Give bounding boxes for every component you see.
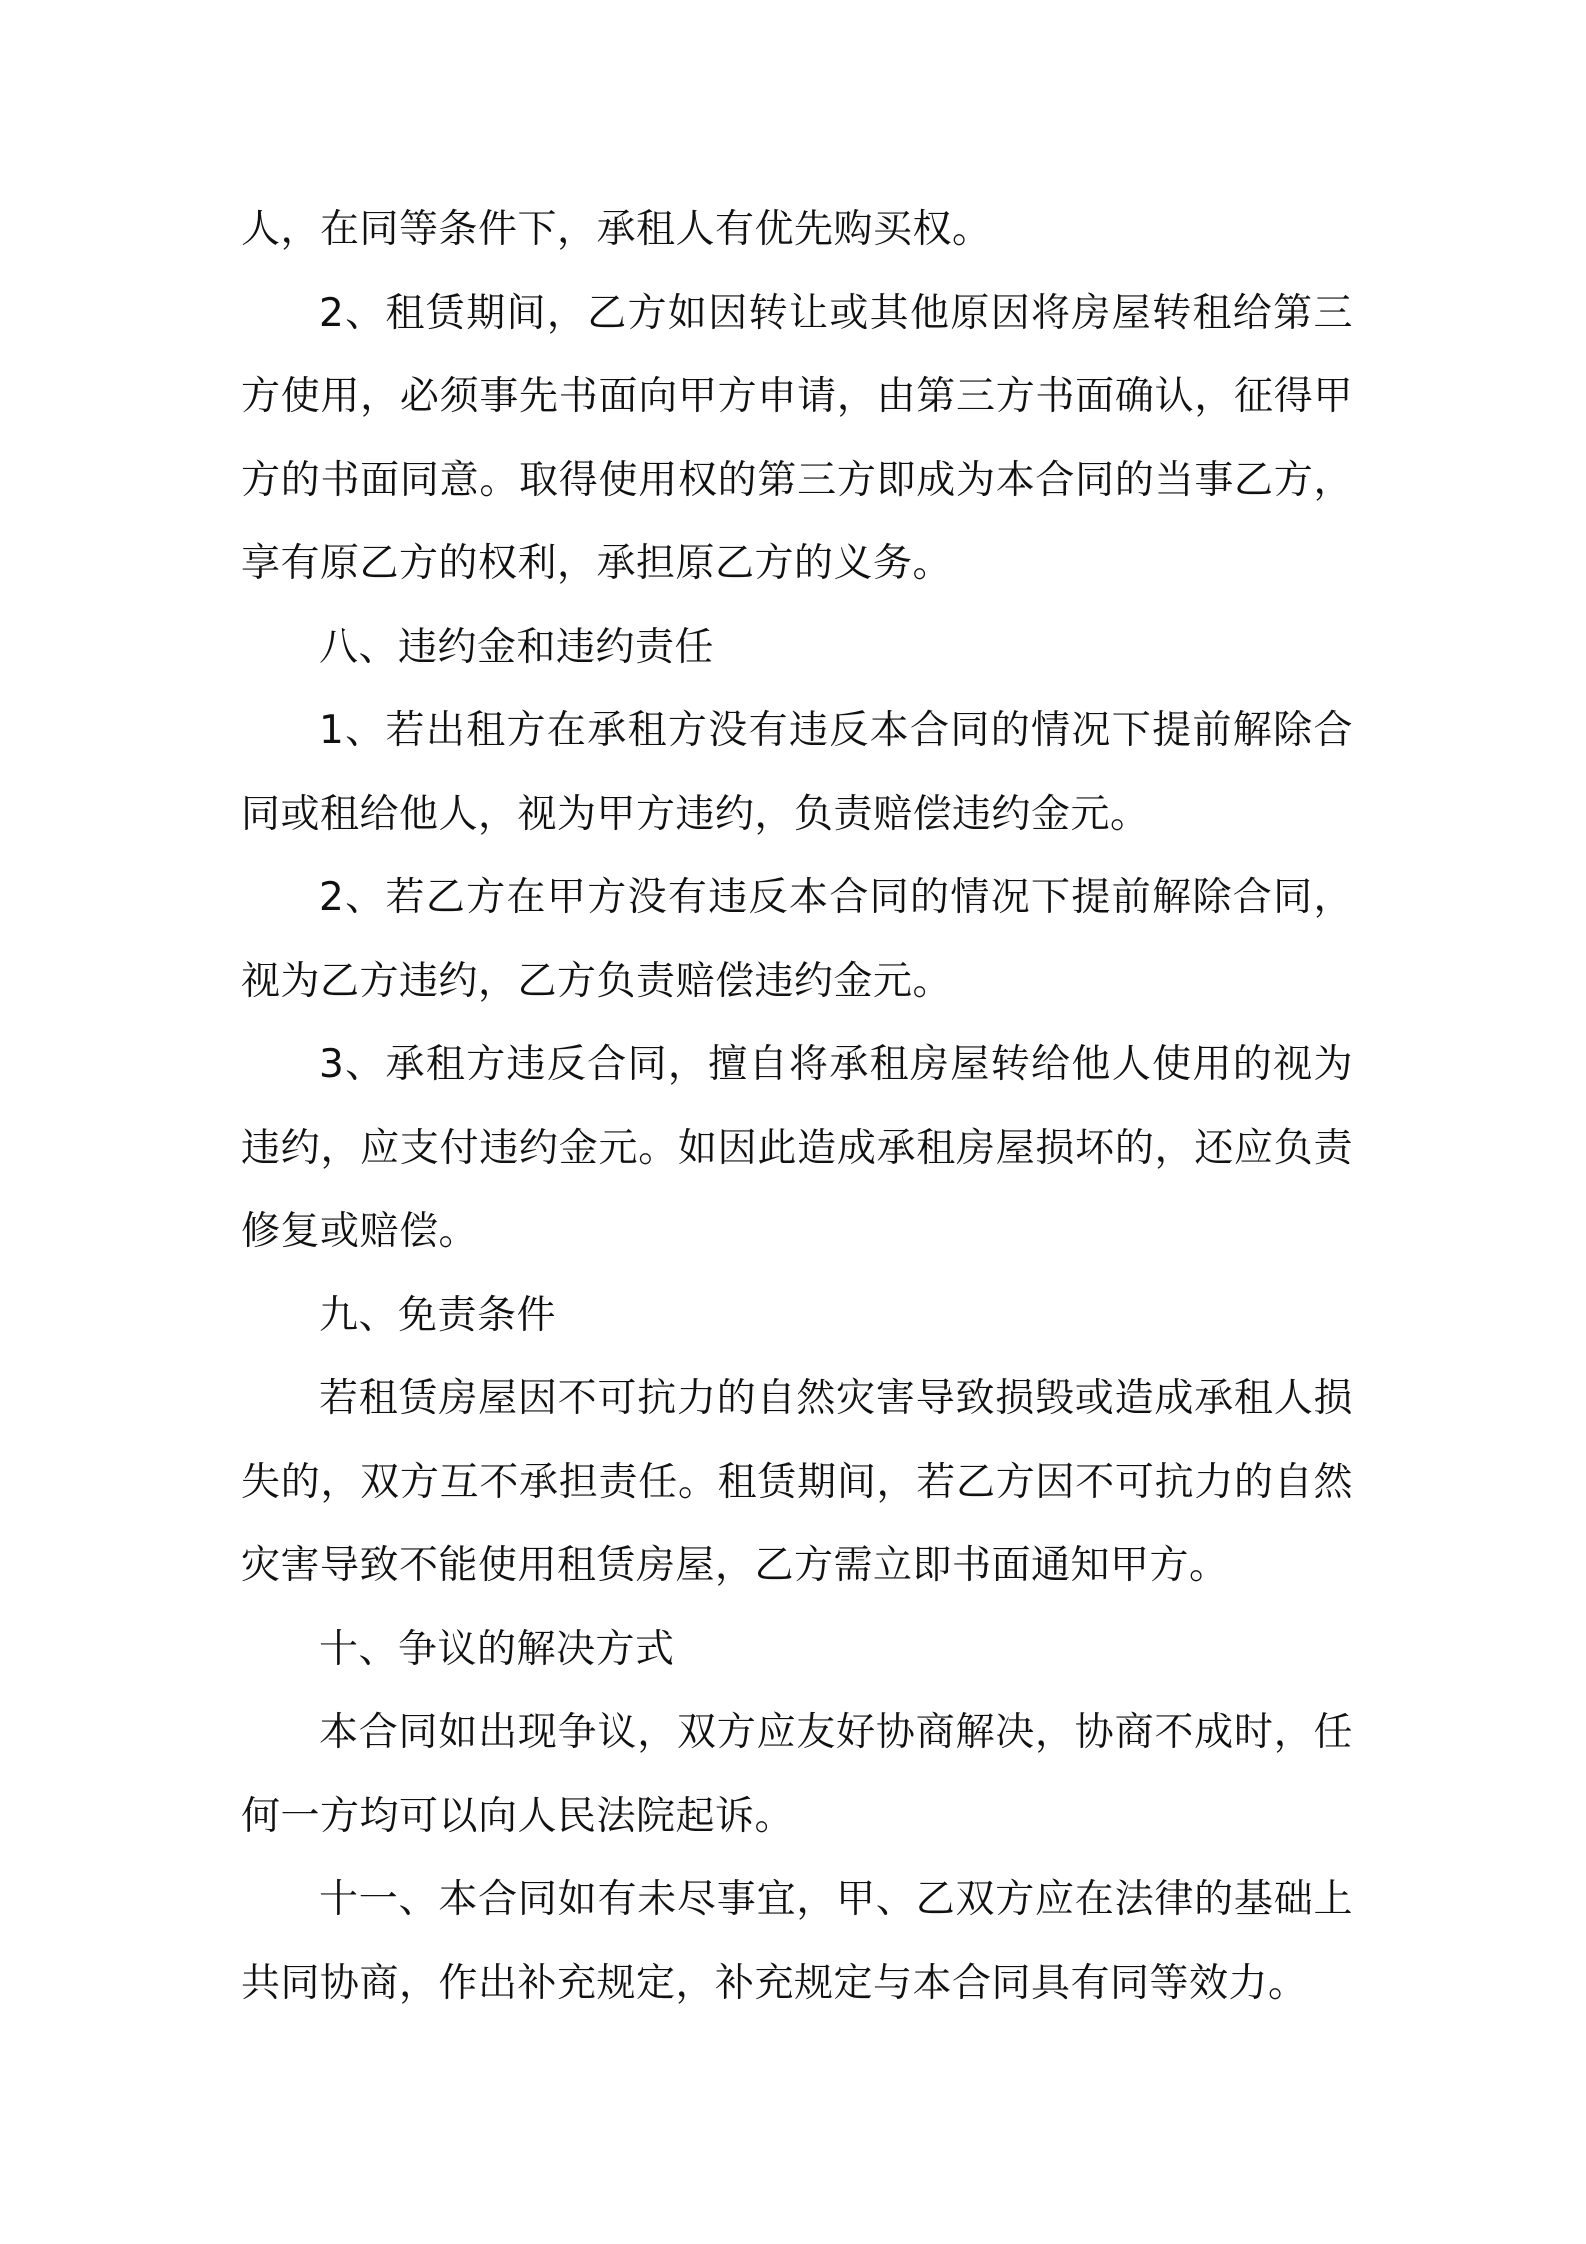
paragraph-exemption: 若租赁房屋因不可抗力的自然灾害导致损毁或造成承租人损失的，双方互不承担责任。租赁期间，若乙方因不可抗力的自然灾害导致不能使用租赁房屋，乙方需立即书面通知甲方。 bbox=[241, 1376, 1353, 1588]
paragraph-breach-3: 3、承租方违反合同，擅自将承租房屋转给他人使用的视为违约，应支付违约金元。如因此造成承租房屋损坏的，还应负责修复或赔偿。 bbox=[241, 1042, 1353, 1254]
paragraph-supplementary: 十一、本合同如有未尽事宜，甲、乙双方应在法律的基础上共同协商，作出补充规定，补充规定与本合同具有同等效力。 bbox=[241, 1877, 1353, 2006]
section-heading-exemption: 九、免责条件 bbox=[319, 1292, 557, 1338]
document-body bbox=[241, 188, 1353, 2025]
paragraph-continuation: 人，在同等条件下，承租人有优先购买权。 bbox=[241, 207, 992, 252]
paragraph-clause-2-sublease: 2、租赁期间，乙方如因转让或其他原因将房屋转租给第三方使用，必须事先书面向甲方申请，由第三方书面确认，征得甲方的书面同意。取得使用权的第三方即成为本合同的当事乙方，享有原乙方的权利，承担原乙方的义务。 bbox=[241, 290, 1353, 586]
paragraph-breach-1: 1、若出租方在承租方没有违反本合同的情况下提前解除合同或租给他人，视为甲方违约，负责赔偿违约金元。 bbox=[241, 708, 1353, 837]
section-heading-breach: 八、违约金和违约责任 bbox=[319, 624, 715, 670]
section-heading-dispute: 十、争议的解决方式 bbox=[319, 1626, 675, 1672]
paragraph-dispute: 本合同如出现争议，双方应友好协商解决，协商不成时，任何一方均可以向人民法院起诉。 bbox=[241, 1710, 1353, 1839]
paragraph-breach-2: 2、若乙方在甲方没有违反本合同的情况下提前解除合同，视为乙方违约，乙方负责赔偿违约金元。 bbox=[241, 875, 1353, 1004]
